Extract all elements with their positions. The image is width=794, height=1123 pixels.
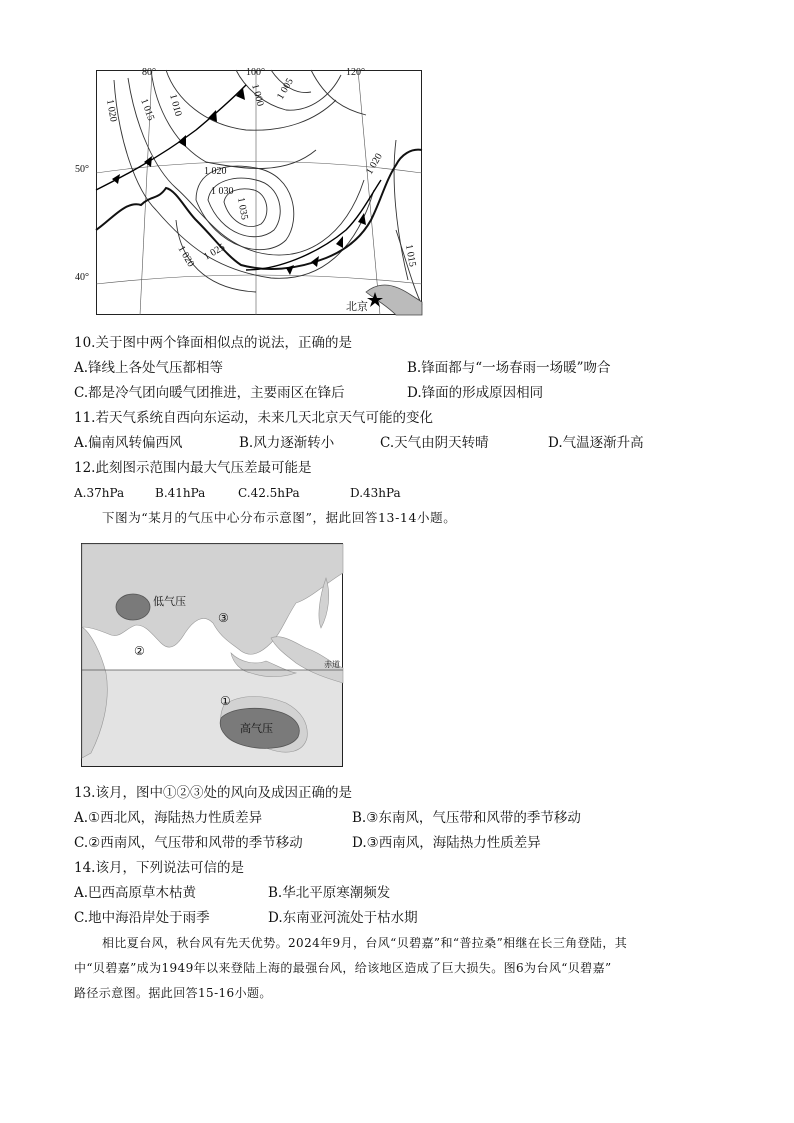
- isobar-label: 1 005: [275, 76, 296, 102]
- equator-label: 赤道: [324, 660, 340, 669]
- q10-option-d: D.锋面的形成原因相同: [407, 385, 544, 401]
- low-pressure-label: 低气压: [153, 595, 186, 608]
- q12-option-c: C.42.5hPa: [238, 486, 300, 500]
- isobar-label: 1 015: [403, 243, 418, 268]
- high-pressure-label: 高气压: [240, 722, 273, 735]
- q10-option-b: B.锋面都与“一场春雨一场暖”吻合: [407, 360, 611, 376]
- isobar-label: 1 025: [202, 241, 227, 263]
- q11-stem: 11.若天气系统自西向东运动，未来几天北京天气可能的变化: [74, 410, 433, 426]
- q14-option-d: D.东南亚河流处于枯水期: [268, 910, 418, 926]
- isobar-label: 1 030: [211, 186, 234, 197]
- intro-15-16-line3: 路径示意图。据此回答15-16小题。: [74, 986, 272, 1000]
- isobar-label: 1 020: [364, 151, 385, 177]
- lon-label-100: 100°: [246, 67, 265, 78]
- q12-stem: 12.此刻图示范围内最大气压差最可能是: [74, 460, 312, 476]
- intro-13-14: 下图为“某月的气压中心分布示意图”，据此回答13-14小题。: [102, 510, 457, 525]
- lon-label-80: 80°: [142, 67, 156, 78]
- isobar-label: 1 000: [249, 82, 266, 108]
- isobar-front-map: [75, 67, 422, 315]
- q13-option-a: A.①西北风，海陆热力性质差异: [74, 810, 263, 826]
- q10-option-a: A.锋线上各处气压都相等: [74, 360, 224, 376]
- isobar-label: 1 020: [204, 166, 227, 177]
- isobar-label: 1 035: [235, 196, 250, 221]
- intro-15-16-line1: 相比夏台风，秋台风有先天优势。2024年9月，台风“贝碧嘉”和“普拉桑”相继在长三角登陆，其: [102, 936, 628, 950]
- q11-option-b: B.风力逐渐转小: [239, 435, 335, 451]
- q14-option-c: C.地中海沿岸处于雨季: [74, 910, 210, 926]
- marker-3: ③: [218, 611, 229, 625]
- q11-option-d: D.气温逐渐升高: [548, 435, 644, 451]
- lat-label-40: 40°: [75, 272, 89, 283]
- isobar-label: 1 020: [104, 98, 119, 123]
- intro-15-16-line2: 中“贝碧嘉”成为1949年以来登陆上海的最强台风，给该地区造成了巨大损失。图6为台风“贝碧嘉”: [74, 961, 612, 975]
- q13-stem: 13.该月，图中①②③处的风向及成因正确的是: [74, 785, 352, 801]
- q13-option-d: D.③西南风，海陆热力性质差异: [352, 835, 541, 851]
- beijing-label: 北京: [346, 301, 368, 313]
- q14-option-a: A.巴西高原草木枯黄: [74, 885, 197, 901]
- q10-option-c: C.都是冷气团向暖气团推进，主要雨区在锋后: [74, 385, 345, 401]
- isobar-label: 1 015: [138, 97, 157, 123]
- q12-option-d: D.43hPa: [350, 486, 401, 500]
- q13-option-b: B.③东南风，气压带和风带的季节移动: [352, 810, 581, 826]
- q12-option-a: A.37hPa: [74, 486, 125, 500]
- q12-option-b: B.41hPa: [155, 486, 206, 500]
- q11-option-a: A.偏南风转偏西风: [74, 435, 183, 451]
- q11-option-c: C.天气由阴天转晴: [380, 435, 489, 451]
- lon-label-120: 120°: [346, 67, 365, 78]
- marker-2: ②: [134, 644, 145, 658]
- q13-option-c: C.②西南风，气压带和风带的季节移动: [74, 835, 303, 851]
- q14-option-b: B.华北平原寒潮频发: [268, 885, 391, 901]
- isobar-label: 1 010: [167, 92, 184, 118]
- lat-label-50: 50°: [75, 164, 89, 175]
- q14-stem: 14.该月，下列说法可信的是: [74, 860, 244, 876]
- pressure-center-map: [81, 543, 343, 767]
- isobar-label: 1 020: [175, 244, 197, 269]
- q10-stem: 10.关于图中两个锋面相似点的说法，正确的是: [74, 335, 352, 351]
- marker-1: ①: [220, 694, 231, 708]
